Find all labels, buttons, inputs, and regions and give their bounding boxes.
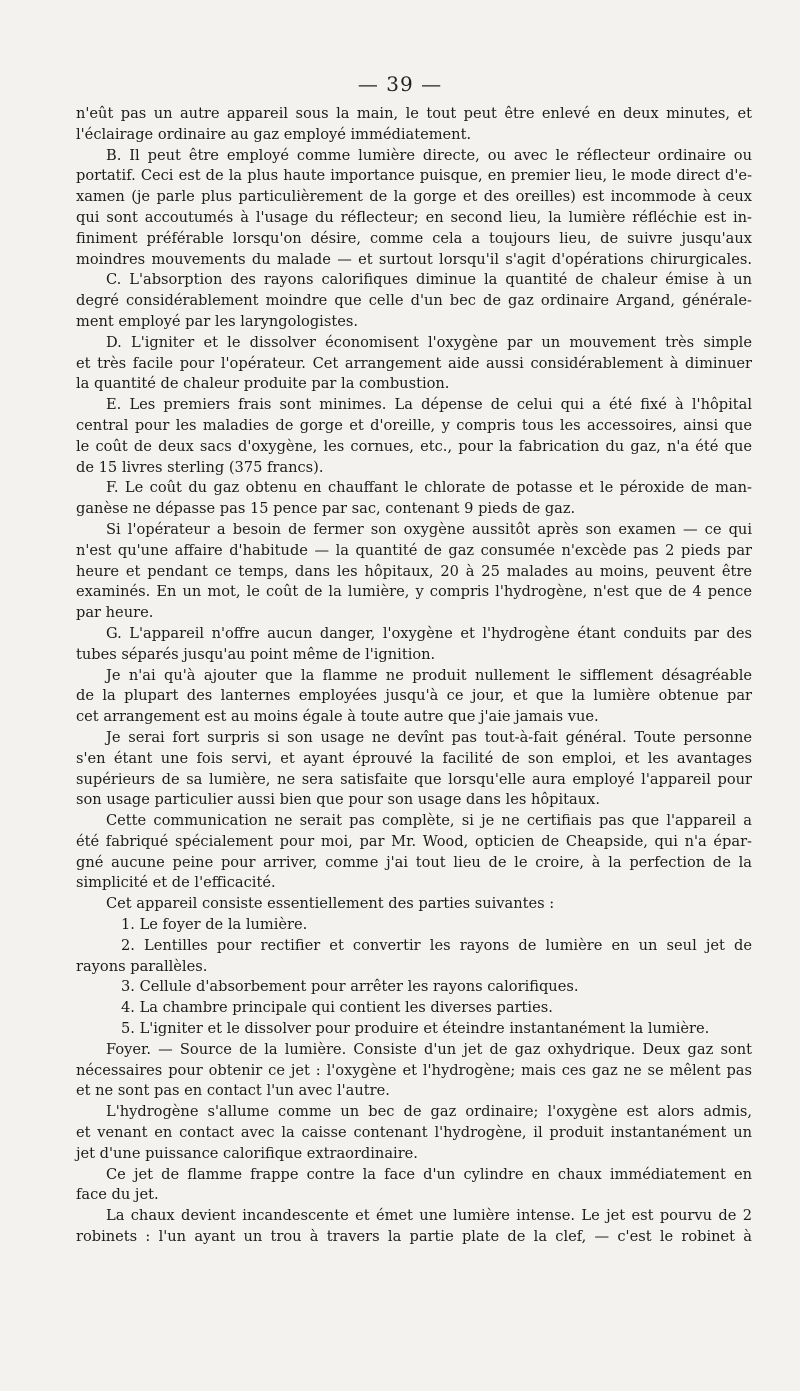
text-line: C. L'absorption des rayons calorifiques diminue la quantité de chaleur émise à un	[106, 271, 752, 289]
text-line: 2. Lentilles pour rectifier et convertir les rayons de lumière en un seul jet de	[121, 936, 752, 954]
text-line: robinets : l'un ayant un trou à travers la partie plate de la clef, — c'est le robinet à	[76, 1228, 752, 1246]
text-line: face du jet.	[76, 1186, 159, 1204]
text-line: l'éclairage ordinaire au gaz employé immédiatement.	[76, 125, 472, 143]
text-line: et ne sont pas en contact l'un avec l'autre.	[76, 1082, 390, 1100]
text-line: rayons parallèles.	[76, 957, 208, 975]
text-line: qui sont accoutumés à l'usage du réflecteur; en second lieu, la lumière réfléchie est in-	[76, 208, 752, 226]
text-line: le coût de deux sacs d'oxygène, les cornues, etc., pour la fabrication du gaz, n'a été que	[76, 437, 752, 455]
text-line: 5. L'igniter et le dissolver pour produire et éteindre instantanément la lumière.	[121, 1020, 710, 1038]
page-number: — 39 —	[357, 72, 443, 96]
text-line: gné aucune peine pour arriver, comme j'ai tout lieu de le croire, à la perfection de la	[76, 853, 752, 871]
text-line: portatif. Ceci est de la plus haute importance puisque, en premier lieu, le mode direct d'e-	[76, 167, 752, 185]
text-line: E. Les premiers frais sont minimes. La dépense de celui qui a été fixé à l'hôpital	[106, 396, 752, 414]
text-line: examinés. En un mot, le coût de la lumière, y compris l'hydrogène, n'est que de 4 pence	[76, 583, 752, 601]
text-line: par heure.	[76, 604, 154, 622]
text-line: Si l'opérateur a besoin de fermer son oxygène aussitôt après son examen — ce qui	[106, 520, 752, 538]
text-line: supérieurs de sa lumière, ne sera satisfaite que lorsqu'elle aura employé l'appareil pour	[76, 770, 752, 788]
text-line: 4. La chambre principale qui contient les diverses parties.	[121, 999, 553, 1017]
text-line: ment employé par les laryngologistes.	[76, 312, 358, 330]
text-line: 1. Le foyer de la lumière.	[121, 916, 308, 934]
text-line: Foyer. — Source de la lumière. Consiste d'un jet de gaz oxhydrique. Deux gaz sont	[106, 1040, 752, 1058]
text-line: Ce jet de flamme frappe contre la face d'un cylindre en chaux immédiatement en	[106, 1165, 752, 1183]
text-line: degré considérablement moindre que celle d'un bec de gaz ordinaire Argand, générale-	[76, 292, 752, 310]
text-line: simplicité et de l'efficacité.	[76, 874, 276, 892]
text-line: xamen (je parle plus particulièrement de la gorge et des oreilles) est incommode à ceux	[76, 188, 752, 206]
text-line: son usage particulier aussi bien que pour son usage dans les hôpitaux.	[76, 791, 601, 809]
text-line: jet d'une puissance calorifique extraordinaire.	[76, 1144, 418, 1162]
text-line: D. L'igniter et le dissolver économisent l'oxygène par un mouvement très simple	[106, 333, 752, 351]
body-text	[76, 104, 752, 1248]
text-line: L'hydrogène s'allume comme un bec de gaz ordinaire; l'oxygène est alors admis,	[106, 1103, 752, 1121]
text-line: ganèse ne dépasse pas 15 pence par sac, contenant 9 pieds de gaz.	[76, 500, 576, 518]
text-line: été fabriqué spécialement pour moi, par Mr. Wood, opticien de Cheapside, qui n'a épar-	[76, 832, 752, 850]
text-line: central pour les maladies de gorge et d'oreille, y compris tous les accessoires, ainsi que	[76, 416, 752, 434]
text-line: n'est qu'une affaire d'habitude — la quantité de gaz consumée n'excède pas 2 pieds par	[76, 541, 752, 559]
text-line: tubes séparés jusqu'au point même de l'ignition.	[76, 645, 436, 663]
text-line: nécessaires pour obtenir ce jet : l'oxygène et l'hydrogène; mais ces gaz ne se mêlent pas	[76, 1061, 752, 1079]
text-line: G. L'appareil n'offre aucun danger, l'oxygène et l'hydrogène étant conduits par des	[106, 624, 752, 642]
text-line: La chaux devient incandescente et émet une lumière intense. Le jet est pourvu de 2	[106, 1207, 752, 1225]
text-line: et venant en contact avec la caisse contenant l'hydrogène, il produit instantanément un	[76, 1124, 752, 1142]
text-line: finiment préférable lorsqu'on désire, comme cela a toujours lieu, de suivre jusqu'aux	[76, 229, 752, 247]
text-line: B. Il peut être employé comme lumière directe, ou avec le réflecteur ordinaire ou	[106, 146, 752, 164]
text-line: Cet appareil consiste essentiellement des parties suivantes :	[106, 895, 555, 913]
text-line: et très facile pour l'opérateur. Cet arrangement aide aussi considérablement à diminuer	[76, 354, 752, 372]
text-line: cet arrangement est au moins égale à toute autre que j'aie jamais vue.	[76, 708, 599, 726]
text-line: moindres mouvements du malade — et surtout lorsqu'il s'agit d'opérations chirurgicales.	[76, 250, 752, 268]
text-line: la quantité de chaleur produite par la combustion.	[76, 375, 450, 393]
text-line: heure et pendant ce temps, dans les hôpitaux, 20 à 25 malades au moins, peuvent être	[76, 562, 752, 580]
text-line: Cette communication ne serait pas complète, si je ne certifiais pas que l'appareil a	[106, 812, 752, 830]
text-line: F. Le coût du gaz obtenu en chauffant le chlorate de potasse et le péroxide de man-	[106, 479, 752, 497]
text-line: de la plupart des lanternes employées jusqu'à ce jour, et que la lumière obtenue par	[76, 687, 752, 705]
text-line: de 15 livres sterling (375 francs).	[76, 458, 324, 476]
text-line: Je serai fort surpris si son usage ne devînt pas tout-à-fait général. Toute personne	[106, 728, 752, 746]
text-line: Je n'ai qu'à ajouter que la flamme ne produit nullement le sifflement désagréable	[106, 666, 752, 684]
text-line: n'eût pas un autre appareil sous la main, le tout peut être enlevé en deux minutes, et	[76, 105, 752, 122]
text-line: 3. Cellule d'absorbement pour arrêter les rayons calorifiques.	[121, 978, 579, 996]
text-line: s'en étant une fois servi, et ayant éprouvé la facilité de son emploi, et les avantages	[76, 749, 752, 767]
